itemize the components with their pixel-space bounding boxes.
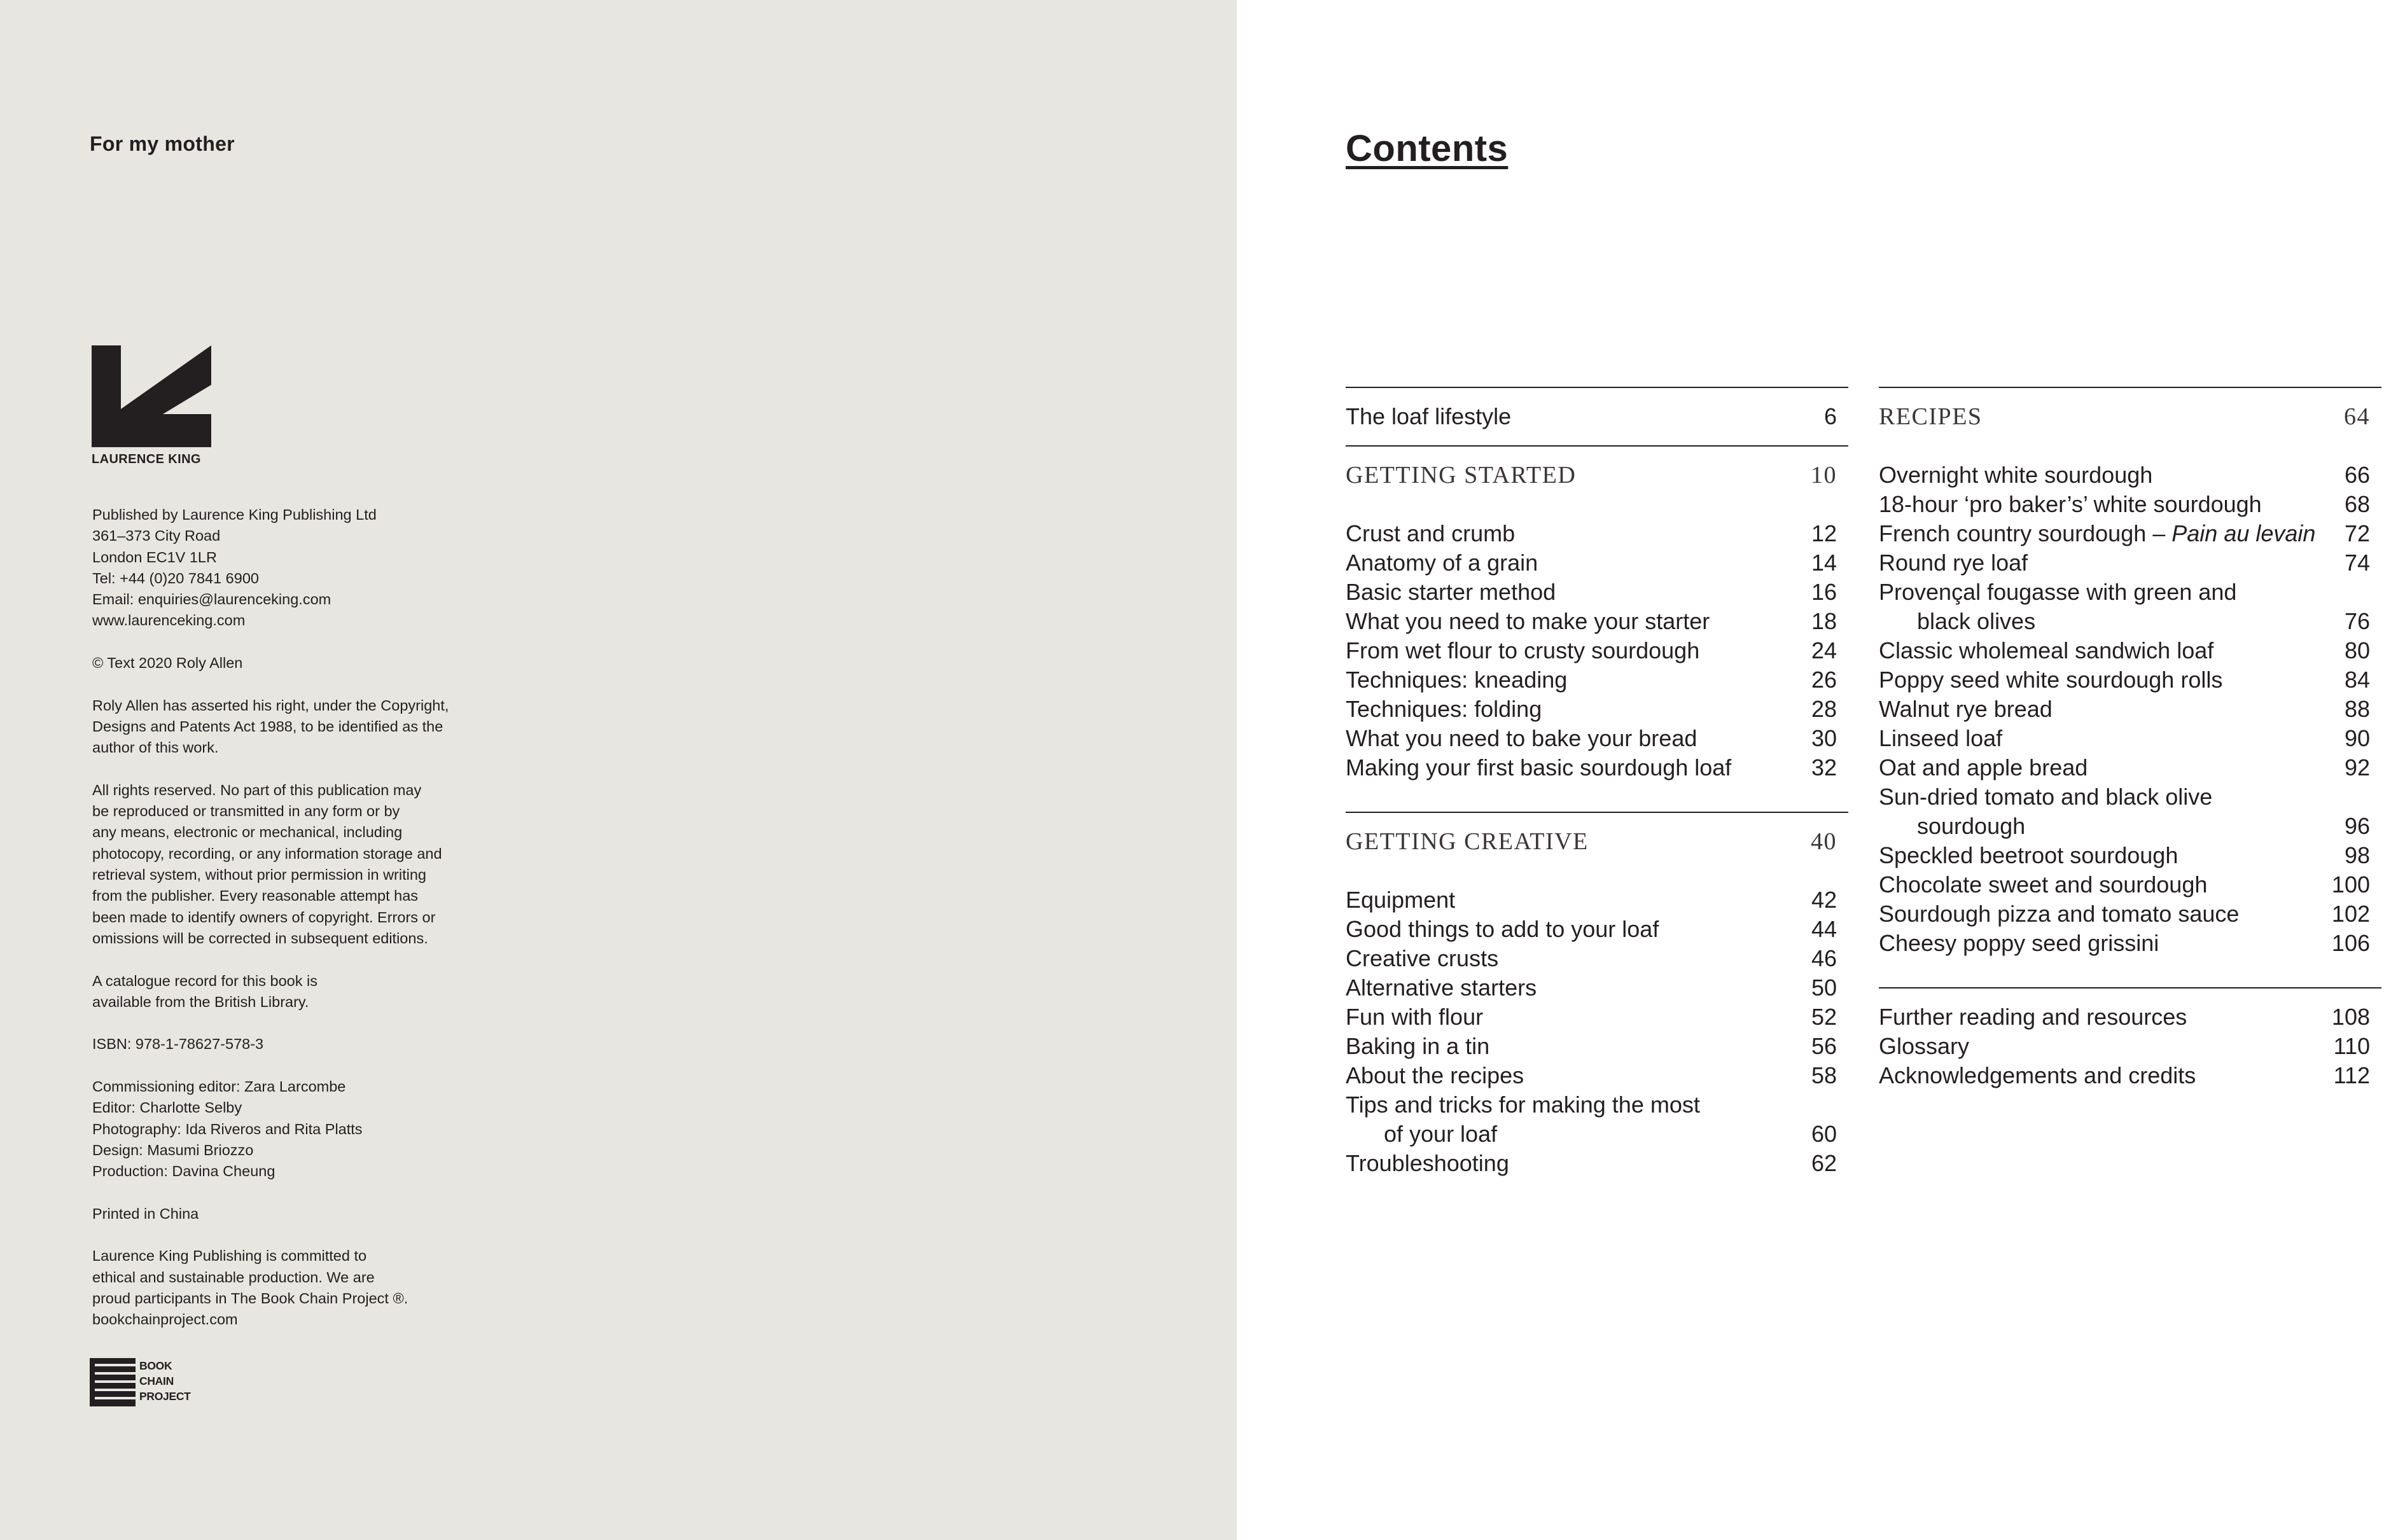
toc-entry-title: The loaf lifestyle: [1346, 403, 1512, 429]
toc-entry-page: 102: [2331, 901, 2370, 927]
toc-entry-page: 26: [1811, 667, 1837, 693]
toc-entry-page: 58: [1811, 1062, 1837, 1088]
toc-entry-title: Cheesy poppy seed grissini: [1879, 930, 2159, 956]
toc-entry-page: 16: [1811, 579, 1837, 605]
toc-entry[interactable]: [1346, 519, 1848, 548]
section-title: GETTING STARTED: [1346, 462, 1577, 489]
k-mark-icon: [92, 345, 211, 447]
toc-entry-title: [1879, 519, 2315, 548]
toc-entry-title: Linseed loaf: [1879, 725, 2003, 751]
toc-entry[interactable]: [1346, 665, 1848, 695]
bcp-line: PROJECT: [139, 1390, 191, 1403]
imprint-line: www.laurenceking.com: [92, 612, 246, 629]
toc-entry-title: Techniques: kneading: [1346, 667, 1568, 693]
toc-entry-title: Alternative starters: [1346, 975, 1537, 1001]
toc-entry[interactable]: [1879, 841, 2381, 870]
toc-entry-page: 84: [2344, 667, 2370, 693]
contents-title: Contents: [1346, 128, 1509, 169]
book-chain-stack-icon: [90, 1358, 136, 1406]
book-chain-project-wordmark: [139, 1358, 191, 1404]
toc-entry-page: 6: [1823, 403, 1837, 429]
toc-entry-title: Speckled beetroot sourdough: [1879, 842, 2178, 868]
toc-entry[interactable]: [1346, 915, 1848, 944]
imprint-sustainability: [92, 1245, 538, 1330]
toc-entry[interactable]: [1346, 973, 1848, 1002]
bcp-line: BOOK: [139, 1359, 172, 1372]
toc-entry-page: 62: [1811, 1150, 1837, 1176]
toc-entry-title: Acknowledgements and credits: [1879, 1062, 2196, 1088]
toc-entry-page: 98: [2344, 842, 2370, 868]
toc-entry-page: 96: [2344, 813, 2370, 839]
toc-entry-title: of your loaf: [1384, 1121, 1498, 1147]
toc-entry-title: Good things to add to your loaf: [1346, 916, 1659, 942]
imprint-line: any means, electronic or mechanical, including: [92, 824, 403, 841]
toc-entry-title: Glossary: [1879, 1033, 1970, 1059]
toc-entry-title: What you need to make your starter: [1346, 608, 1710, 634]
imprint-line: Commissioning editor: Zara Larcombe: [92, 1078, 346, 1095]
toc-entry[interactable]: [1879, 1002, 2381, 1032]
imprint-line: be reproduced or transmitted in any form or by: [92, 803, 400, 820]
toc-entry[interactable]: [1346, 1002, 1848, 1032]
toc-entry[interactable]: [1346, 402, 1848, 431]
imprint-line: been made to identify owners of copyright. Errors or: [92, 908, 436, 926]
imprint-line: proud participants in The Book Chain Project ®.: [92, 1289, 408, 1307]
publisher-logo-name: LAURENCE KING: [92, 452, 201, 466]
imprint-line: ISBN: 978-1-78627-578-3: [92, 1036, 264, 1053]
toc-entry-page: 32: [1811, 754, 1837, 780]
toc-entry-title: Further reading and resources: [1879, 1004, 2187, 1030]
toc-entry[interactable]: [1346, 724, 1848, 753]
toc-entry[interactable]: [1346, 548, 1848, 578]
toc-entry-title: Troubleshooting: [1346, 1150, 1509, 1176]
toc-entry[interactable]: [1879, 636, 2381, 665]
toc-entry-title: Tips and tricks for making the most: [1346, 1092, 1700, 1118]
imprint-line: retrieval system, without prior permission in writing: [92, 866, 426, 884]
toc-entry-title: Overnight white sourdough: [1879, 462, 2153, 488]
toc-entry-title: Equipment: [1346, 887, 1456, 913]
toc-entry-title: About the recipes: [1346, 1062, 1524, 1088]
dedication: For my mother: [90, 132, 235, 155]
toc-entry-title: Making your first basic sourdough loaf: [1346, 754, 1732, 780]
toc-entry-page: 52: [1811, 1004, 1837, 1030]
toc-entry-page: 18: [1811, 608, 1837, 634]
toc-entry[interactable]: [1879, 753, 2381, 782]
imprint-catalogue: [92, 971, 538, 1013]
toc-entry-page: 12: [1811, 520, 1837, 546]
toc-entry[interactable]: [1346, 1061, 1848, 1090]
toc-entry-title: sourdough: [1917, 813, 2026, 839]
toc-section-heading[interactable]: [1346, 461, 1848, 490]
bcp-line: CHAIN: [139, 1375, 174, 1387]
imprint-copyright: [92, 653, 538, 674]
toc-entry[interactable]: [1879, 548, 2381, 578]
toc-entry-title: 18-hour ‘pro baker’s’ white sourdough: [1879, 491, 2262, 517]
toc-entry[interactable]: [1879, 1061, 2381, 1090]
toc-entry-title: From wet flour to crusty sourdough: [1346, 637, 1700, 663]
toc-entry[interactable]: [1346, 944, 1848, 973]
imprint-line: Tel: +44 (0)20 7841 6900: [92, 569, 259, 586]
section-title: GETTING CREATIVE: [1346, 828, 1589, 855]
toc-entry-page: 56: [1811, 1033, 1837, 1059]
imprint-line: omissions will be corrected in subsequent editions.: [92, 929, 428, 947]
toc-entry[interactable]: [1879, 461, 2381, 490]
toc-entry-page: 80: [2344, 637, 2370, 663]
book-chain-project-logo: [90, 1358, 198, 1409]
toc-section-heading[interactable]: [1346, 827, 1848, 856]
toc-entry-title-italic: Pain au levain: [2171, 520, 2316, 546]
toc-entry-page: 72: [2344, 520, 2370, 546]
toc-entry-page: 66: [2344, 462, 2370, 488]
imprint-line: Laurence King Publishing is committed to: [92, 1247, 367, 1265]
toc-entry-page: 90: [2344, 725, 2370, 751]
imprint-moral-rights: [92, 695, 538, 759]
toc-entry-continued[interactable]: [1346, 1120, 1848, 1149]
imprint-line: Roly Allen has asserted his right, under the Copyright,: [92, 697, 449, 714]
toc-entry-title: Crust and crumb: [1346, 520, 1516, 546]
toc-entry[interactable]: [1346, 578, 1848, 607]
imprint-line: photocopy, recording, or any information storage and: [92, 845, 442, 862]
imprint-line: available from the British Library.: [92, 993, 309, 1010]
toc-entry[interactable]: [1879, 870, 2381, 899]
toc-column-1: [1346, 387, 1848, 1178]
toc-entry-page: 14: [1811, 550, 1837, 576]
toc-entry-page: 46: [1811, 945, 1837, 971]
toc-entry-title: Chocolate sweet and sourdough: [1879, 871, 2208, 898]
imprint-line: Production: Davina Cheung: [92, 1163, 275, 1180]
toc-entry[interactable]: [1879, 929, 2381, 958]
toc-entry-title: Walnut rye bread: [1879, 696, 2053, 722]
toc-entry-title: Round rye loaf: [1879, 550, 2028, 576]
imprint-line: London EC1V 1LR: [92, 548, 217, 565]
toc-entry[interactable]: [1879, 578, 2381, 607]
toc-entry-title: Poppy seed white sourdough rolls: [1879, 667, 2223, 693]
toc-entry[interactable]: [1879, 665, 2381, 695]
imprint-publisher: [92, 504, 538, 632]
toc-entry[interactable]: [1346, 607, 1848, 636]
toc-entry[interactable]: [1879, 724, 2381, 753]
imprint-line: All rights reserved. No part of this publication may: [92, 781, 422, 798]
toc-entry-page: 50: [1811, 975, 1837, 1001]
toc-entry-title: Creative crusts: [1346, 945, 1499, 971]
toc-entry-title: black olives: [1917, 608, 2036, 634]
toc-entry-title: Sourdough pizza and tomato sauce: [1879, 901, 2240, 927]
toc-entry-title-roman: French country sourdough –: [1879, 520, 2172, 546]
section-page: 10: [1811, 462, 1837, 489]
imprint-line: Designs and Patents Act 1988, to be identified as the: [92, 718, 443, 735]
toc-entry-page: 106: [2331, 930, 2370, 956]
toc-entry-title: Fun with flour: [1346, 1004, 1484, 1030]
toc-entry[interactable]: [1879, 1032, 2381, 1061]
toc-entry-title: What you need to bake your bread: [1346, 725, 1697, 751]
toc-entry[interactable]: [1879, 899, 2381, 929]
toc-entry[interactable]: [1879, 782, 2381, 812]
toc-entry-page: 42: [1811, 887, 1837, 913]
imprint-line: bookchainproject.com: [92, 1311, 238, 1328]
toc-entry-page: 110: [2333, 1033, 2370, 1059]
toc-entry-title: Techniques: folding: [1346, 696, 1542, 722]
toc-entry[interactable]: [1346, 1149, 1848, 1178]
toc-entry-continued[interactable]: [1879, 607, 2381, 636]
toc-entry[interactable]: [1346, 753, 1848, 782]
imprint-printed: [92, 1204, 538, 1224]
imprint-line: Printed in China: [92, 1205, 199, 1222]
toc-entry-title: Oat and apple bread: [1879, 754, 2088, 780]
toc-entry-page: 100: [2331, 871, 2370, 898]
imprint: [92, 504, 538, 1352]
toc-entry-page: 60: [1811, 1121, 1837, 1147]
imprint-line: author of this work.: [92, 739, 219, 756]
toc-entry[interactable]: [1879, 490, 2381, 519]
laurence-king-logo: [92, 345, 211, 468]
imprint-line: ethical and sustainable production. We are: [92, 1268, 375, 1286]
toc-entry-title: Basic starter method: [1346, 579, 1556, 605]
section-page: 64: [2344, 403, 2370, 430]
toc-entry[interactable]: [1879, 519, 2381, 548]
imprint-isbn: [92, 1034, 538, 1055]
toc-entry-page: 88: [2344, 696, 2370, 722]
toc-entry-page: 28: [1811, 696, 1837, 722]
imprint-line: © Text 2020 Roly Allen: [92, 655, 243, 672]
toc-entry-title: Provençal fougasse with green and: [1879, 579, 2237, 605]
toc-entry-page: 44: [1811, 916, 1837, 942]
toc-section-heading[interactable]: [1879, 402, 2381, 431]
section-page: 40: [1811, 828, 1837, 855]
toc-entry-title: Sun-dried tomato and black olive: [1879, 784, 2213, 810]
toc-entry[interactable]: [1346, 885, 1848, 915]
imprint-line: Published by Laurence King Publishing Ltd: [92, 506, 377, 523]
section-title: RECIPES: [1879, 403, 1983, 430]
toc-entry[interactable]: [1346, 695, 1848, 724]
toc-entry[interactable]: [1346, 1032, 1848, 1061]
imprint-line: A catalogue record for this book is: [92, 972, 318, 989]
toc-entry-page: 68: [2344, 491, 2370, 517]
imprint-line: Editor: Charlotte Selby: [92, 1099, 242, 1116]
toc-entry-page: 112: [2333, 1062, 2370, 1088]
toc-entry-title: Classic wholemeal sandwich loaf: [1879, 637, 2214, 663]
imprint-line: Email: enquiries@laurenceking.com: [92, 591, 331, 608]
imprint-line: Design: Masumi Briozzo: [92, 1141, 254, 1158]
toc-entry-title: Baking in a tin: [1346, 1033, 1490, 1059]
toc-entry-continued[interactable]: [1879, 812, 2381, 841]
toc-entry-page: 74: [2344, 550, 2370, 576]
toc-entry[interactable]: [1346, 1090, 1848, 1120]
toc-entry-title: Anatomy of a grain: [1346, 550, 1538, 576]
toc-entry-page: 24: [1811, 637, 1837, 663]
toc-entry[interactable]: [1879, 695, 2381, 724]
imprint-rights-reserved: [92, 780, 538, 949]
toc-column-2: [1879, 387, 2381, 1090]
imprint-line: from the publisher. Every reasonable attempt has: [92, 887, 419, 905]
imprint-line: 361–373 City Road: [92, 527, 221, 545]
toc-entry-page: 92: [2344, 754, 2370, 780]
imprint-credits: [92, 1076, 538, 1182]
toc-entry[interactable]: [1346, 636, 1848, 665]
imprint-line: Photography: Ida Riveros and Rita Platts: [92, 1120, 363, 1137]
toc-entry-page: 108: [2331, 1004, 2370, 1030]
toc-entry-page: 30: [1811, 725, 1837, 751]
toc-entry-page: 76: [2344, 608, 2370, 634]
